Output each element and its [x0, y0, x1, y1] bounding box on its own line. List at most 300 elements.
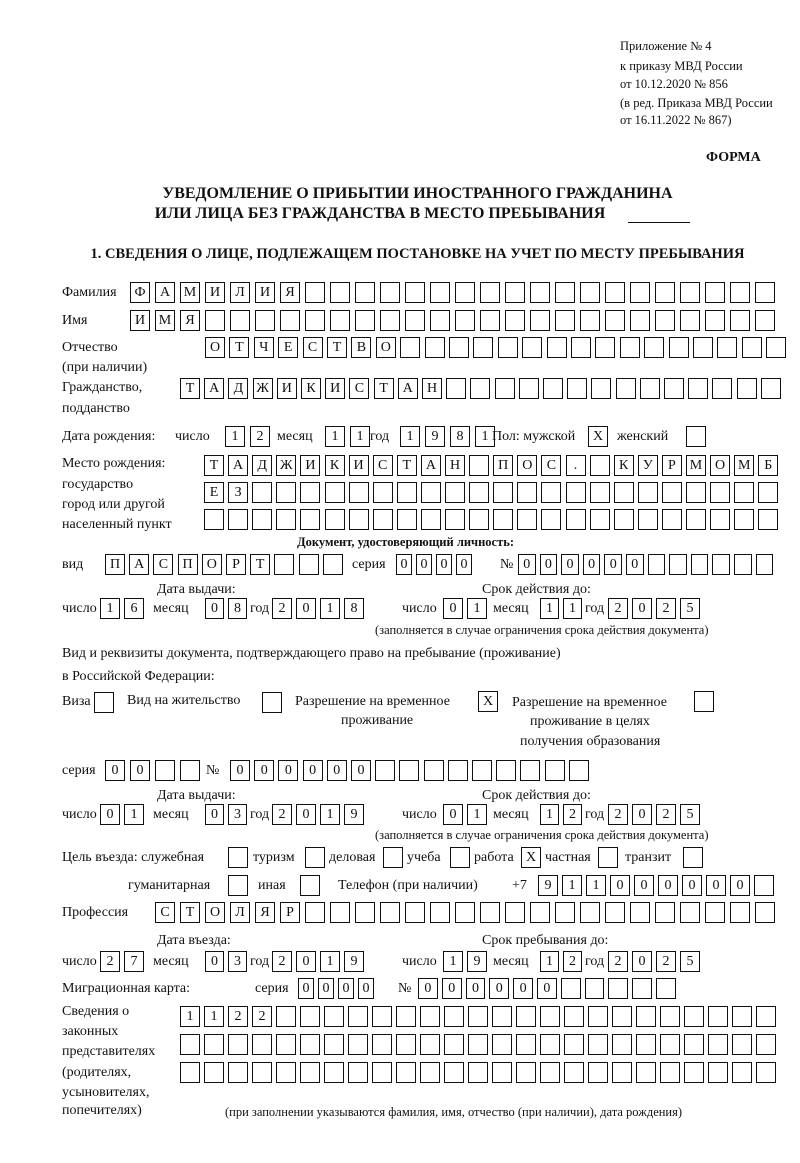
profession-box[interactable]	[530, 902, 550, 923]
migration-series-box[interactable]: 0	[338, 978, 354, 999]
profession-box[interactable]	[355, 902, 375, 923]
representatives-box[interactable]	[684, 1006, 704, 1027]
birthplace-box[interactable]	[710, 509, 730, 530]
sex-female-checkbox[interactable]	[686, 426, 706, 447]
id-number-box[interactable]: 0	[540, 554, 558, 575]
birthplace-box[interactable]: А	[228, 455, 248, 476]
birthplace-box[interactable]	[493, 482, 513, 503]
name-box[interactable]	[580, 310, 600, 331]
stay-number-box[interactable]	[496, 760, 516, 781]
stay-number-box[interactable]: 0	[351, 760, 371, 781]
temp-residence-checkbox[interactable]: X	[478, 691, 498, 712]
name-box[interactable]	[355, 310, 375, 331]
birthplace-box[interactable]: Т	[204, 455, 224, 476]
id-number-box[interactable]: 0	[626, 554, 644, 575]
profession-box[interactable]	[730, 902, 750, 923]
patronymic-box[interactable]	[742, 337, 762, 358]
citizenship-box[interactable]: И	[325, 378, 345, 399]
birthplace-box[interactable]: Ж	[276, 455, 296, 476]
name-box[interactable]	[380, 310, 400, 331]
id-type-box[interactable]	[274, 554, 294, 575]
representatives-box[interactable]	[444, 1006, 464, 1027]
stay-series-box[interactable]	[180, 760, 200, 781]
birthplace-box[interactable]	[517, 482, 537, 503]
representatives-box[interactable]	[516, 1062, 536, 1083]
profession-box[interactable]	[380, 902, 400, 923]
edu-residence-checkbox[interactable]	[694, 691, 714, 712]
representatives-box[interactable]	[180, 1034, 200, 1055]
name-box[interactable]	[480, 310, 500, 331]
representatives-box[interactable]	[708, 1034, 728, 1055]
patronymic-box[interactable]	[766, 337, 786, 358]
profession-box[interactable]	[330, 902, 350, 923]
representatives-box[interactable]	[300, 1062, 320, 1083]
migration-number-box[interactable]	[585, 978, 605, 999]
phone-digit-box[interactable]: 0	[610, 875, 630, 896]
birthplace-box[interactable]	[662, 509, 682, 530]
citizenship-box[interactable]	[567, 378, 587, 399]
birth-day-box[interactable]: 2	[250, 426, 270, 447]
representatives-box[interactable]	[252, 1062, 272, 1083]
birthplace-box[interactable]	[614, 482, 634, 503]
entry-date-year-box[interactable]: 2	[272, 951, 292, 972]
representatives-box[interactable]	[204, 1062, 224, 1083]
surname-box[interactable]	[380, 282, 400, 303]
id-number-box[interactable]	[648, 554, 666, 575]
profession-box[interactable]: С	[155, 902, 175, 923]
profession-box[interactable]: Т	[180, 902, 200, 923]
phone-digit-box[interactable]: 9	[538, 875, 558, 896]
citizenship-box[interactable]: А	[204, 378, 224, 399]
stay-number-box[interactable]: 0	[230, 760, 250, 781]
id-issue-date-year-box[interactable]: 8	[344, 598, 364, 619]
surname-box[interactable]	[330, 282, 350, 303]
surname-box[interactable]	[630, 282, 650, 303]
entry-date-day-box[interactable]: 7	[124, 951, 144, 972]
citizenship-box[interactable]	[543, 378, 563, 399]
purpose-work-checkbox[interactable]: X	[521, 847, 541, 868]
representatives-box[interactable]	[708, 1006, 728, 1027]
name-box[interactable]	[680, 310, 700, 331]
profession-box[interactable]	[655, 902, 675, 923]
representatives-box[interactable]	[756, 1034, 776, 1055]
citizenship-box[interactable]: Т	[180, 378, 200, 399]
stay-series-box[interactable]: 0	[130, 760, 150, 781]
stay-number-box[interactable]: 0	[327, 760, 347, 781]
entry-date-month-box[interactable]: 3	[228, 951, 247, 972]
stay-expiry-date-year-box[interactable]: 2	[656, 804, 676, 825]
representatives-box[interactable]	[564, 1006, 584, 1027]
patronymic-box[interactable]: Ч	[254, 337, 274, 358]
representatives-box[interactable]	[540, 1006, 560, 1027]
citizenship-box[interactable]: С	[349, 378, 369, 399]
id-expiry-date-month-box[interactable]: 1	[540, 598, 559, 619]
representatives-box[interactable]	[588, 1062, 608, 1083]
migration-number-box[interactable]: 0	[442, 978, 462, 999]
id-expiry-date-day-box[interactable]: 1	[467, 598, 487, 619]
patronymic-box[interactable]	[693, 337, 713, 358]
citizenship-box[interactable]: Д	[228, 378, 248, 399]
id-issue-date-year-box[interactable]: 0	[296, 598, 316, 619]
migration-number-box[interactable]	[561, 978, 581, 999]
birthplace-box[interactable]	[686, 509, 706, 530]
birthplace-box[interactable]	[421, 482, 441, 503]
representatives-box[interactable]	[612, 1062, 632, 1083]
patronymic-box[interactable]	[620, 337, 640, 358]
name-box[interactable]	[330, 310, 350, 331]
name-box[interactable]	[280, 310, 300, 331]
representatives-box[interactable]	[732, 1034, 752, 1055]
representatives-box[interactable]	[228, 1034, 248, 1055]
birth-year-box[interactable]: 8	[450, 426, 470, 447]
stay-series-box[interactable]	[155, 760, 175, 781]
birthplace-box[interactable]: К	[325, 455, 345, 476]
id-number-box[interactable]	[669, 554, 687, 575]
profession-box[interactable]	[480, 902, 500, 923]
representatives-box[interactable]	[732, 1062, 752, 1083]
representatives-box[interactable]	[300, 1034, 320, 1055]
representatives-box[interactable]	[540, 1034, 560, 1055]
birthplace-box[interactable]: И	[349, 455, 369, 476]
birthplace-box[interactable]: О	[710, 455, 730, 476]
birthplace-box[interactable]	[541, 509, 561, 530]
profession-box[interactable]: О	[205, 902, 225, 923]
stay-until-date-year-box[interactable]: 0	[632, 951, 652, 972]
id-number-box[interactable]: 0	[583, 554, 601, 575]
birthplace-box[interactable]	[590, 482, 610, 503]
purpose-other-checkbox[interactable]	[300, 875, 320, 896]
representatives-box[interactable]	[660, 1006, 680, 1027]
surname-box[interactable]: И	[255, 282, 275, 303]
name-box[interactable]	[305, 310, 325, 331]
name-box[interactable]	[530, 310, 550, 331]
surname-box[interactable]	[755, 282, 775, 303]
residence-permit-checkbox[interactable]	[262, 692, 282, 713]
birthplace-box[interactable]	[566, 482, 586, 503]
representatives-box[interactable]	[468, 1034, 488, 1055]
entry-date-year-box[interactable]: 9	[344, 951, 364, 972]
patronymic-box[interactable]: С	[303, 337, 323, 358]
name-box[interactable]	[655, 310, 675, 331]
birth-month-box[interactable]: 1	[325, 426, 345, 447]
stay-number-box[interactable]: 0	[303, 760, 323, 781]
representatives-box[interactable]	[396, 1006, 416, 1027]
name-box[interactable]: М	[155, 310, 175, 331]
phone-digit-box[interactable]: 0	[634, 875, 654, 896]
representatives-box[interactable]	[348, 1006, 368, 1027]
birthplace-box[interactable]: К	[614, 455, 634, 476]
representatives-box[interactable]	[756, 1062, 776, 1083]
stay-issue-date-year-box[interactable]: 0	[296, 804, 316, 825]
id-type-box[interactable]	[323, 554, 343, 575]
birthplace-box[interactable]	[493, 509, 513, 530]
patronymic-box[interactable]: О	[205, 337, 225, 358]
birthplace-box[interactable]	[397, 509, 417, 530]
birthplace-box[interactable]	[300, 509, 320, 530]
name-box[interactable]	[405, 310, 425, 331]
birthplace-box[interactable]: А	[421, 455, 441, 476]
id-issue-date-year-box[interactable]: 1	[320, 598, 340, 619]
id-number-box[interactable]: 0	[518, 554, 536, 575]
birthplace-box[interactable]	[469, 455, 489, 476]
surname-box[interactable]	[455, 282, 475, 303]
birthplace-box[interactable]: У	[638, 455, 658, 476]
birthplace-box[interactable]: Т	[397, 455, 417, 476]
id-issue-date-year-box[interactable]: 2	[272, 598, 292, 619]
citizenship-box[interactable]: Ж	[253, 378, 273, 399]
birthplace-box[interactable]	[349, 509, 369, 530]
representatives-box[interactable]	[372, 1034, 392, 1055]
representatives-box[interactable]	[276, 1034, 296, 1055]
birthplace-box[interactable]	[686, 482, 706, 503]
migration-number-box[interactable]: 0	[513, 978, 533, 999]
stay-issue-date-month-box[interactable]: 0	[205, 804, 224, 825]
birthplace-box[interactable]	[638, 482, 658, 503]
profession-box[interactable]	[705, 902, 725, 923]
representatives-box[interactable]	[444, 1062, 464, 1083]
stay-number-box[interactable]	[569, 760, 589, 781]
birthplace-box[interactable]	[758, 509, 778, 530]
birthplace-box[interactable]	[758, 482, 778, 503]
representatives-box[interactable]	[516, 1034, 536, 1055]
citizenship-box[interactable]: Т	[374, 378, 394, 399]
birthplace-box[interactable]	[590, 509, 610, 530]
profession-box[interactable]	[405, 902, 425, 923]
profession-box[interactable]	[630, 902, 650, 923]
id-type-box[interactable]: Р	[226, 554, 246, 575]
patronymic-box[interactable]: Е	[278, 337, 298, 358]
birthplace-box[interactable]	[445, 482, 465, 503]
stay-number-box[interactable]	[375, 760, 395, 781]
representatives-box[interactable]	[396, 1062, 416, 1083]
profession-box[interactable]	[455, 902, 475, 923]
id-issue-date-month-box[interactable]: 0	[205, 598, 224, 619]
id-issue-date-month-box[interactable]: 8	[228, 598, 247, 619]
citizenship-box[interactable]	[664, 378, 684, 399]
patronymic-box[interactable]: О	[376, 337, 396, 358]
id-issue-date-day-box[interactable]: 6	[124, 598, 144, 619]
stay-number-box[interactable]	[448, 760, 468, 781]
stay-until-date-month-box[interactable]: 1	[540, 951, 559, 972]
surname-box[interactable]	[580, 282, 600, 303]
representatives-box[interactable]	[516, 1006, 536, 1027]
id-type-box[interactable]: П	[178, 554, 198, 575]
patronymic-box[interactable]	[473, 337, 493, 358]
surname-box[interactable]	[305, 282, 325, 303]
representatives-box[interactable]	[276, 1006, 296, 1027]
representatives-box[interactable]	[492, 1062, 512, 1083]
purpose-business-checkbox[interactable]	[383, 847, 403, 868]
birthplace-box[interactable]	[590, 455, 610, 476]
representatives-box[interactable]	[636, 1006, 656, 1027]
surname-box[interactable]: Л	[230, 282, 250, 303]
id-expiry-date-year-box[interactable]: 0	[632, 598, 652, 619]
representatives-box[interactable]	[348, 1034, 368, 1055]
surname-box[interactable]: А	[155, 282, 175, 303]
birthplace-box[interactable]: Н	[445, 455, 465, 476]
representatives-box[interactable]	[276, 1062, 296, 1083]
migration-number-box[interactable]	[632, 978, 652, 999]
patronymic-box[interactable]	[547, 337, 567, 358]
birthplace-box[interactable]	[662, 482, 682, 503]
stay-expiry-date-day-box[interactable]: 1	[467, 804, 487, 825]
stay-number-box[interactable]: 0	[254, 760, 274, 781]
patronymic-box[interactable]	[498, 337, 518, 358]
representatives-box[interactable]	[468, 1006, 488, 1027]
name-box[interactable]	[255, 310, 275, 331]
birthplace-box[interactable]: Б	[758, 455, 778, 476]
representatives-box[interactable]	[492, 1006, 512, 1027]
id-number-box[interactable]: 0	[561, 554, 579, 575]
id-expiry-date-day-box[interactable]: 0	[443, 598, 463, 619]
purpose-tourism-checkbox[interactable]	[305, 847, 325, 868]
id-number-box[interactable]	[734, 554, 752, 575]
surname-box[interactable]: И	[205, 282, 225, 303]
id-series-box[interactable]: 0	[456, 554, 472, 575]
citizenship-box[interactable]	[519, 378, 539, 399]
stay-issue-date-year-box[interactable]: 9	[344, 804, 364, 825]
stay-issue-date-day-box[interactable]: 0	[100, 804, 120, 825]
representatives-box[interactable]	[684, 1062, 704, 1083]
stay-number-box[interactable]	[472, 760, 492, 781]
stay-number-box[interactable]	[424, 760, 444, 781]
birthplace-box[interactable]	[276, 482, 296, 503]
birthplace-box[interactable]	[710, 482, 730, 503]
entry-date-year-box[interactable]: 1	[320, 951, 340, 972]
patronymic-box[interactable]	[669, 337, 689, 358]
stay-issue-date-day-box[interactable]: 1	[124, 804, 144, 825]
profession-box[interactable]	[755, 902, 775, 923]
representatives-box[interactable]: 2	[228, 1006, 248, 1027]
stay-expiry-date-year-box[interactable]: 5	[680, 804, 700, 825]
birthplace-box[interactable]	[517, 509, 537, 530]
id-number-box[interactable]	[712, 554, 730, 575]
migration-number-box[interactable]: 0	[489, 978, 509, 999]
citizenship-box[interactable]	[446, 378, 466, 399]
profession-box[interactable]: Р	[280, 902, 300, 923]
profession-box[interactable]: Я	[255, 902, 275, 923]
migration-number-box[interactable]	[656, 978, 676, 999]
representatives-box[interactable]	[372, 1006, 392, 1027]
representatives-box[interactable]: 1	[180, 1006, 200, 1027]
id-issue-date-day-box[interactable]: 1	[100, 598, 120, 619]
surname-box[interactable]	[555, 282, 575, 303]
patronymic-box[interactable]: Т	[229, 337, 249, 358]
birthplace-box[interactable]	[228, 509, 248, 530]
migration-number-box[interactable]: 0	[418, 978, 438, 999]
birth-year-box[interactable]: 9	[425, 426, 445, 447]
birthplace-box[interactable]	[373, 482, 393, 503]
birthplace-box[interactable]: Р	[662, 455, 682, 476]
birthplace-box[interactable]	[734, 509, 754, 530]
id-type-box[interactable]: П	[105, 554, 125, 575]
purpose-official-checkbox[interactable]	[228, 847, 248, 868]
citizenship-box[interactable]: Н	[422, 378, 442, 399]
purpose-private-checkbox[interactable]	[598, 847, 618, 868]
migration-number-box[interactable]	[608, 978, 628, 999]
surname-box[interactable]	[730, 282, 750, 303]
stay-expiry-date-month-box[interactable]: 1	[540, 804, 559, 825]
surname-box[interactable]	[605, 282, 625, 303]
representatives-box[interactable]	[348, 1062, 368, 1083]
profession-box[interactable]	[680, 902, 700, 923]
birth-month-box[interactable]: 1	[350, 426, 370, 447]
stay-number-box[interactable]	[520, 760, 540, 781]
birthplace-box[interactable]	[300, 482, 320, 503]
purpose-study-checkbox[interactable]	[450, 847, 470, 868]
birthplace-box[interactable]	[469, 482, 489, 503]
profession-box[interactable]	[505, 902, 525, 923]
representatives-box[interactable]	[300, 1006, 320, 1027]
id-type-box[interactable]: О	[202, 554, 222, 575]
birthplace-box[interactable]	[566, 509, 586, 530]
surname-box[interactable]	[355, 282, 375, 303]
birthplace-box[interactable]: О	[517, 455, 537, 476]
id-type-box[interactable]: С	[153, 554, 173, 575]
representatives-box[interactable]	[540, 1062, 560, 1083]
patronymic-box[interactable]	[717, 337, 737, 358]
sex-male-checkbox[interactable]: X	[588, 426, 608, 447]
patronymic-box[interactable]	[449, 337, 469, 358]
entry-date-day-box[interactable]: 2	[100, 951, 120, 972]
entry-date-month-box[interactable]: 0	[205, 951, 224, 972]
representatives-box[interactable]	[180, 1062, 200, 1083]
phone-digit-box[interactable]: 0	[658, 875, 678, 896]
citizenship-box[interactable]	[616, 378, 636, 399]
migration-series-box[interactable]: 0	[358, 978, 374, 999]
birthplace-box[interactable]: М	[734, 455, 754, 476]
name-box[interactable]	[505, 310, 525, 331]
phone-digit-box[interactable]: 0	[682, 875, 702, 896]
purpose-transit-checkbox[interactable]	[683, 847, 703, 868]
stay-until-date-year-box[interactable]: 2	[608, 951, 628, 972]
surname-box[interactable]	[430, 282, 450, 303]
birthplace-box[interactable]: З	[228, 482, 248, 503]
representatives-box[interactable]	[636, 1034, 656, 1055]
id-series-box[interactable]: 0	[396, 554, 412, 575]
birth-year-box[interactable]: 1	[475, 426, 495, 447]
birthplace-box[interactable]	[421, 509, 441, 530]
representatives-box[interactable]	[324, 1006, 344, 1027]
id-expiry-date-month-box[interactable]: 1	[563, 598, 582, 619]
name-box[interactable]	[455, 310, 475, 331]
citizenship-box[interactable]: И	[277, 378, 297, 399]
name-box[interactable]: Я	[180, 310, 200, 331]
representatives-box[interactable]	[204, 1034, 224, 1055]
representatives-box[interactable]	[228, 1062, 248, 1083]
patronymic-box[interactable]	[644, 337, 664, 358]
birth-year-box[interactable]: 1	[400, 426, 420, 447]
representatives-box[interactable]	[612, 1034, 632, 1055]
birthplace-box[interactable]	[373, 509, 393, 530]
citizenship-box[interactable]	[737, 378, 757, 399]
id-type-box[interactable]: Т	[250, 554, 270, 575]
patronymic-box[interactable]: В	[351, 337, 371, 358]
representatives-box[interactable]	[444, 1034, 464, 1055]
name-box[interactable]	[605, 310, 625, 331]
citizenship-box[interactable]	[761, 378, 781, 399]
id-expiry-date-year-box[interactable]: 2	[608, 598, 628, 619]
surname-box[interactable]	[405, 282, 425, 303]
surname-box[interactable]	[480, 282, 500, 303]
stay-until-date-year-box[interactable]: 5	[680, 951, 700, 972]
entry-date-year-box[interactable]: 0	[296, 951, 316, 972]
birthplace-box[interactable]: Д	[252, 455, 272, 476]
name-box[interactable]	[230, 310, 250, 331]
id-number-box[interactable]	[691, 554, 709, 575]
name-box[interactable]	[205, 310, 225, 331]
representatives-box[interactable]	[564, 1034, 584, 1055]
